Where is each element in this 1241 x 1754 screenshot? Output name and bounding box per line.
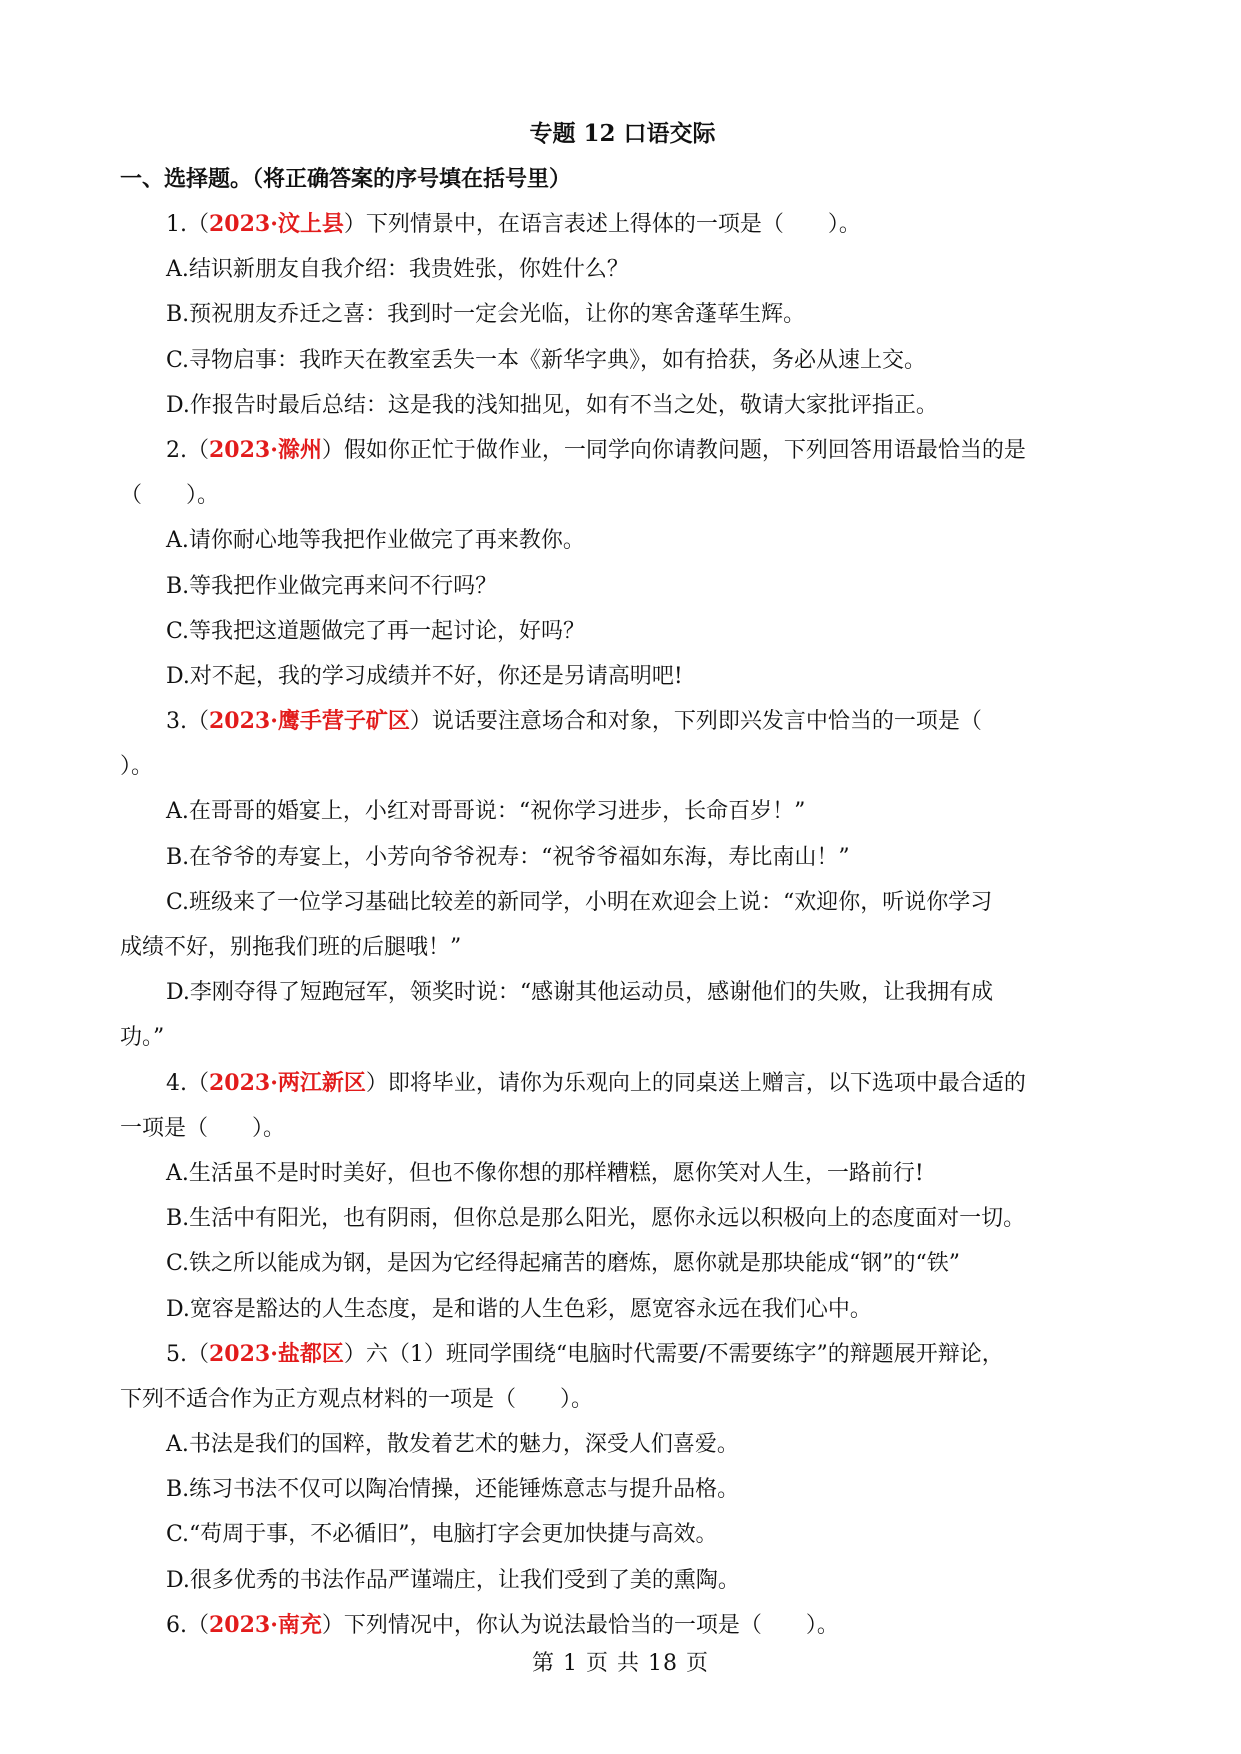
question-3-option-c: C.班级来了一位学习基础比较差的新同学，小明在欢迎会上说：“欢迎你，听说你学习	[166, 889, 993, 915]
question-text: ）假如你正忙于做作业，一同学向你请教问题，下列回答用语最恰当的是	[321, 437, 1026, 463]
question-source: 2023·两江新区	[209, 1069, 366, 1096]
question-5-option-b: B.练习书法不仅可以陶冶情操，还能锤炼意志与提升品格。	[166, 1477, 740, 1503]
question-source: 2023·南充	[209, 1611, 322, 1638]
question-source: 2023·汶上县	[209, 211, 344, 237]
question-5-stem	[120, 1332, 1125, 1377]
question-text: ）说话要注意场合和对象，下列即兴发言中恰当的一项是（	[409, 709, 982, 735]
question-6-stem	[120, 1603, 1125, 1648]
question-source: 2023·盐都区	[209, 1340, 344, 1367]
question-text: ）即将毕业，请你为乐观向上的同桌送上赠言，以下选项中最合适的	[365, 1070, 1026, 1096]
question-5-option-d: D.很多优秀的书法作品严谨端庄，让我们受到了美的熏陶。	[166, 1567, 740, 1593]
question-3-stem-continued: ）。	[120, 754, 154, 780]
document-page	[120, 112, 1125, 1648]
question-5-option-c: C.“苟周于事，不必循旧”，电脑打字会更加快捷与高效。	[166, 1522, 718, 1548]
question-3-stem	[120, 699, 1125, 744]
question-1-option-c: C.寻物启事：我昨天在教室丢失一本《新华字典》，如有拾获，务必从速上交。	[166, 347, 927, 373]
question-3-option-d: D.李刚夺得了短跑冠军，领奖时说：“感谢其他运动员，感谢他们的失败，让我拥有成	[166, 980, 994, 1006]
question-4-option-c: C.铁之所以能成为钢，是因为它经得起痛苦的磨炼，愿你就是那块能成“钢”的“铁”	[166, 1251, 961, 1277]
question-4-option-a: A.生活虽不是时时美好，但也不像你想的那样糟糕，愿你笑对人生，一路前行!	[166, 1160, 924, 1186]
question-3-option-c-continued: 成绩不好，别拖我们班的后腿哦！”	[120, 935, 462, 960]
page-title: 专题 12 口语交际	[529, 120, 716, 147]
question-source: 2023·滁州	[209, 436, 322, 463]
question-2-option-a: A.请你耐心地等我把作业做完了再来教你。	[166, 528, 585, 554]
question-number: 6.（	[166, 1612, 209, 1638]
question-4-option-b: B.生活中有阳光，也有阴雨，但你总是那么阳光，愿你永远以积极向上的态度面对一切。	[166, 1206, 1026, 1232]
question-2-option-d: D.对不起，我的学习成绩并不好，你还是另请高明吧!	[166, 663, 683, 689]
question-1-option-a: A.结识新朋友自我介绍：我贵姓张，你姓什么？	[166, 257, 629, 283]
question-text: ）六（1）班同学围绕“电脑时代需要/不需要练字”的辩题展开辩论，	[343, 1341, 1004, 1367]
question-2-option-b: B.等我把作业做完再来问不行吗？	[166, 573, 498, 599]
question-4-option-d: D.宽容是豁达的人生态度，是和谐的人生色彩，愿宽容永远在我们心中。	[166, 1296, 872, 1322]
page-footer: 第 1 页 共 18 页	[532, 1651, 709, 1676]
question-text: ）下列情况中，你认为说法最恰当的一项是（ ）。	[321, 1612, 839, 1638]
question-1-option-d: D.作报告时最后总结：这是我的浅知拙见，如有不当之处，敬请大家批评指正。	[166, 392, 938, 418]
question-number: 4.（	[166, 1070, 209, 1096]
question-number: 3.（	[166, 709, 209, 735]
question-1-option-b: B.预祝朋友乔迁之喜：我到时一定会光临，让你的寒舍蓬荜生辉。	[166, 302, 806, 328]
question-3-option-d-continued: 功。”	[120, 1025, 165, 1051]
question-source: 2023·鹰手营子矿区	[209, 708, 410, 735]
section-heading: 一、选择题。（将正确答案的序号填在括号里）	[120, 166, 572, 192]
question-2-stem-continued: （ ）。	[120, 483, 220, 509]
question-text: ）下列情景中，在语言表述上得体的一项是（ ）。	[343, 212, 861, 237]
question-5-option-a: A.书法是我们的国粹，散发着艺术的魅力，深受人们喜爱。	[166, 1432, 739, 1458]
question-4-stem-continued: 一项是（ ）。	[120, 1115, 286, 1141]
question-number: 2.（	[166, 437, 209, 463]
question-2-option-c: C.等我把这道题做完了再一起讨论，好吗？	[166, 618, 586, 644]
question-number: 5.（	[166, 1341, 209, 1367]
question-4-stem	[120, 1061, 1125, 1106]
question-number: 1.（	[166, 212, 209, 237]
question-3-option-a: A.在哥哥的婚宴上，小红对哥哥说：“祝你学习进步，长命百岁！”	[166, 799, 806, 825]
question-1-stem	[120, 202, 1125, 247]
question-2-stem	[120, 428, 1125, 473]
question-5-stem-continued: 下列不适合作为正方观点材料的一项是（ ）。	[120, 1386, 594, 1412]
question-3-option-b: B.在爷爷的寿宴上，小芳向爷爷祝寿：“祝爷爷福如东海，寿比南山！”	[166, 844, 850, 870]
